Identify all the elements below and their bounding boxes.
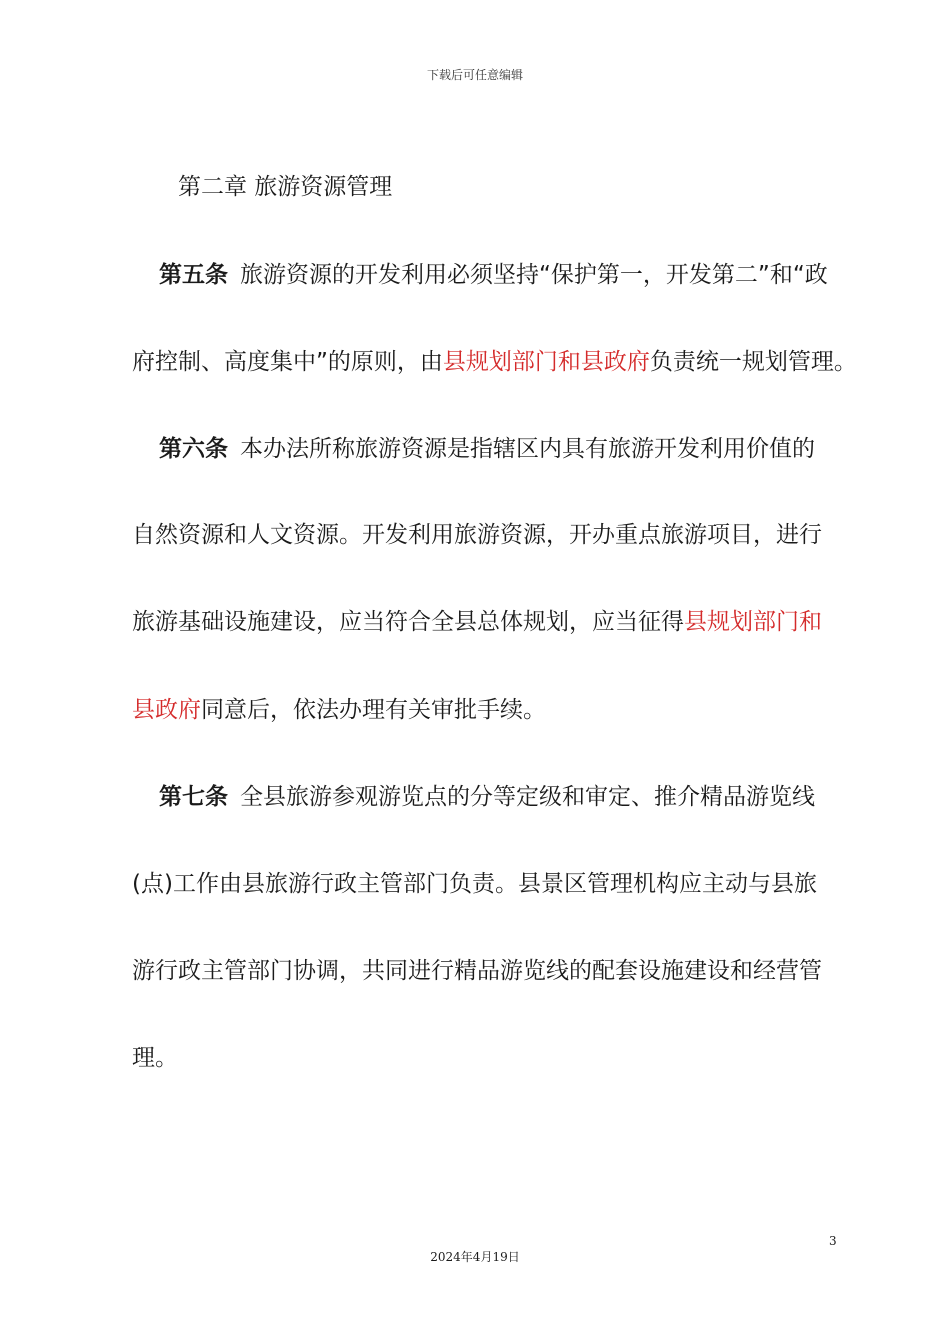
- article-text: 府控制、高度集中”的原则，由: [132, 349, 443, 375]
- article-7-line-2: [132, 869, 817, 899]
- article-6-line-1: [159, 434, 815, 464]
- page-number: 3: [829, 1234, 837, 1248]
- highlighted-text: 县规划部门和: [684, 609, 822, 635]
- article-6-line-4: [132, 695, 546, 725]
- article-number: 第七条: [159, 784, 228, 810]
- chapter-title: 第二章 旅游资源管理: [178, 174, 393, 200]
- highlighted-text: 县政府: [132, 697, 201, 723]
- article-text: 理。: [132, 1045, 178, 1071]
- article-text: 旅游基础设施建设，应当符合全县总体规划，应当征得: [132, 609, 684, 635]
- article-text: (点)工作由县旅游行政主管部门负责。县景区管理机构应主动与县旅: [132, 871, 817, 897]
- footer-date: 2024年4月19日: [430, 1250, 520, 1264]
- article-text: 本办法所称旅游资源是指辖区内具有旅游开发利用价值的: [240, 436, 815, 462]
- article-6-line-3: [132, 607, 822, 637]
- article-6-line-2: [132, 520, 822, 550]
- article-7-line-4: [132, 1043, 178, 1073]
- article-5-line-2: [132, 347, 857, 377]
- article-text: 游行政主管部门协调，共同进行精品游览线的配套设施建设和经营管: [132, 958, 822, 984]
- highlighted-text: 县规划部门和县政府: [442, 349, 650, 375]
- article-5-line-1: [159, 260, 828, 290]
- article-text: 全县旅游参观游览点的分等定级和审定、推介精品游览线: [240, 784, 815, 810]
- article-text: 负责统一规划管理。: [649, 349, 857, 375]
- article-7-line-1: [159, 782, 815, 812]
- article-text: 旅游资源的开发利用必须坚持“保护第一，开发第二”和“政: [240, 262, 828, 288]
- article-text: 同意后，依法办理有关审批手续。: [201, 697, 546, 723]
- header-note: 下载后可任意编辑: [426, 68, 523, 82]
- article-number: 第五条: [159, 262, 228, 288]
- article-7-line-3: [132, 956, 822, 986]
- article-number: 第六条: [159, 436, 228, 462]
- article-text: 自然资源和人文资源。开发利用旅游资源，开办重点旅游项目，进行: [132, 522, 822, 548]
